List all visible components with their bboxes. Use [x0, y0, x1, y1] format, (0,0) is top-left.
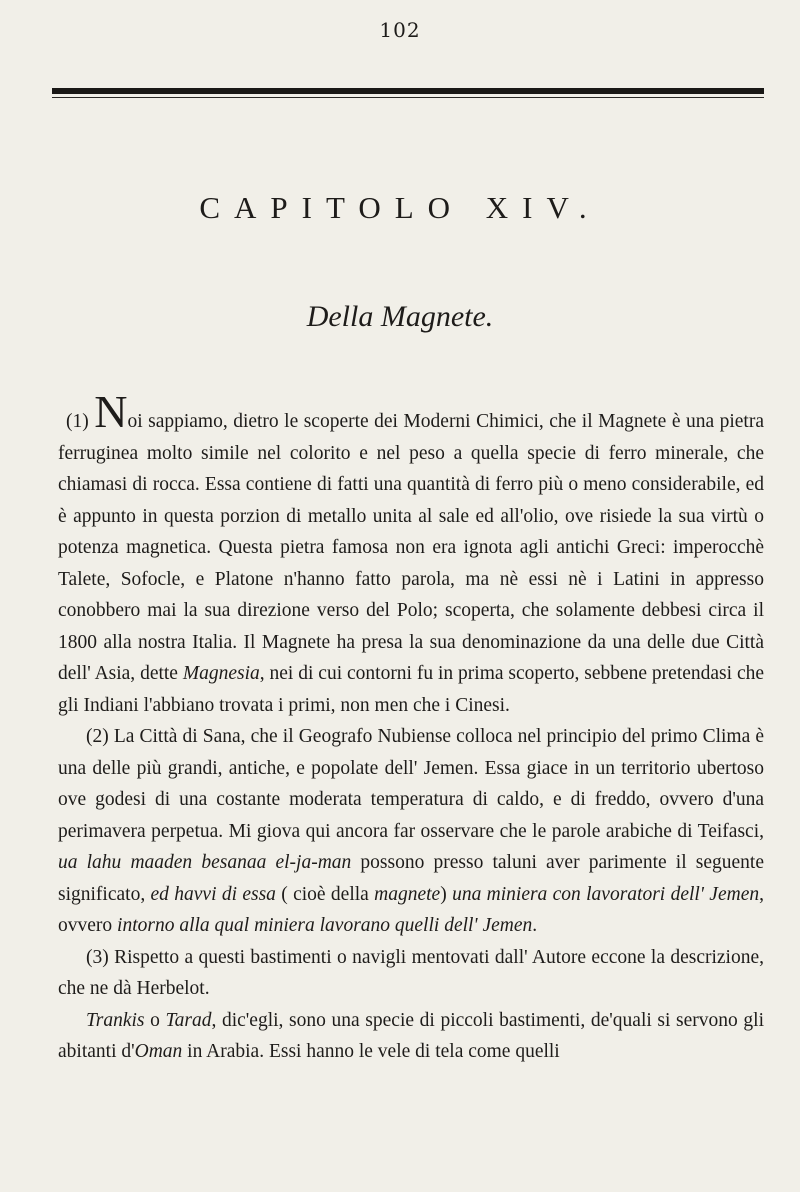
- paragraph-1-italic: Magnesia: [182, 663, 260, 684]
- paragraph-4-text-2: , dic'egli, sono una specie di piccoli bastimenti, de'quali si servono gli abitanti d': [58, 1009, 765, 1062]
- paragraph-2-text-4: ): [440, 883, 453, 905]
- paragraph-2: [58, 721, 764, 942]
- note-number-1: (1): [66, 411, 95, 432]
- paragraph-4-text-1: o: [144, 1009, 166, 1031]
- page-number: 102: [379, 18, 421, 42]
- paragraph-2-italic-5: intorno alla qual miniera lavorano quelli dell' Jemen: [117, 915, 533, 936]
- body-text: [58, 386, 765, 1068]
- paragraph-4: [58, 1005, 764, 1068]
- paragraph-2-italic-4: una miniera con lavoratori dell' Jemen: [452, 883, 760, 905]
- paragraph-2-italic-1: ua lahu maaden besanaa el-ja-man: [58, 852, 352, 873]
- paragraph-2-text-1: (2) La Città di Sana, che il Geografo Nubiense colloca nel principio del primo Clima è una delle più grandi, antiche, e popolate dell' Jemen. Essa giace in un territorio ubertoso ove godesi di una costante moderata temperatura di caldo, e di freddo, ovvero d'una perimavera perpetua. Mi giova qui ancora far osservare che le parole arabiche di Teifasci,: [58, 726, 764, 842]
- paragraph-4-text-3: in Arabia. Essi hanno le vele di tela come quelli: [182, 1041, 560, 1062]
- paragraph-2-italic-2: ed havvi di essa: [150, 883, 276, 905]
- paragraph-1: [58, 386, 765, 721]
- header-rule-thick: [52, 88, 764, 94]
- paragraph-2-text-6: .: [532, 915, 538, 936]
- chapter-subtitle: Della Magnete.: [306, 300, 494, 333]
- paragraph-3-text: (3) Rispetto a questi bastimenti o navigli mentovati dall' Autore eccone la descrizione, che ne dà Herbelot.: [58, 946, 764, 999]
- paragraph-1-text-after: , nei di cui contorni fu in prima scoperto, sebbene pretendasi che gli Indiani l'abbiano trovata i primi, non men che i Cinesi.: [58, 663, 765, 716]
- paragraph-4-italic-1: Trankis: [86, 1009, 145, 1031]
- paragraph-2-italic-3: magnete: [374, 883, 441, 905]
- drop-cap: N: [94, 386, 128, 437]
- chapter-title: CAPITOLO XIV.: [199, 190, 601, 225]
- paragraph-2-text-3: ( cioè della: [275, 883, 375, 905]
- paragraph-2-text-2: possono presso taluni aver parimente il seguente significato,: [58, 852, 764, 905]
- paragraph-3: [58, 942, 764, 1005]
- paragraph-4-italic-2: Tarad: [165, 1009, 212, 1031]
- paragraph-1-text: oi sappiamo, dietro le scoperte dei Moderni Chimici, che il Magnete è una pietra ferruginea molto simile nel colorito e nel peso a quella specie di ferro minerale, che chiamasi di rocca. Essa contiene di fatti una quantità di ferro più o meno considerabile, ed è appunto in questa porzion di metallo unita al sale ed all'olio, ove risiede la sua virtù o potenza magnetica. Questa pietra famosa non era ignota agli antichi Greci: imperocchè Talete, Sofocle, e Platone n'hanno fatto parola, ma nè essi nè i Latini in appresso conobbero mai la sua direzione verso del Polo; scoperta, che solamente debbesi circa il 1800 alla nostra Italia. Il Magnete ha presa la sua denominazione da una delle due Città dell' Asia, dette: [58, 411, 764, 684]
- paragraph-2-text-5: , ovvero: [58, 883, 764, 936]
- paragraph-4-italic-3: Oman: [134, 1041, 183, 1062]
- header-rule-thin: [52, 97, 764, 98]
